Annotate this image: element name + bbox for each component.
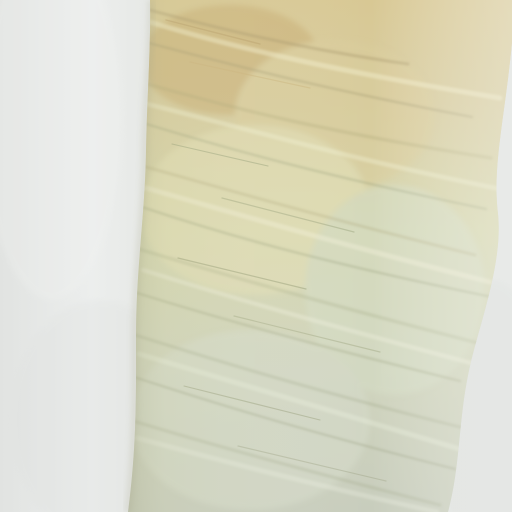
fur-tuft [110, 0, 512, 512]
